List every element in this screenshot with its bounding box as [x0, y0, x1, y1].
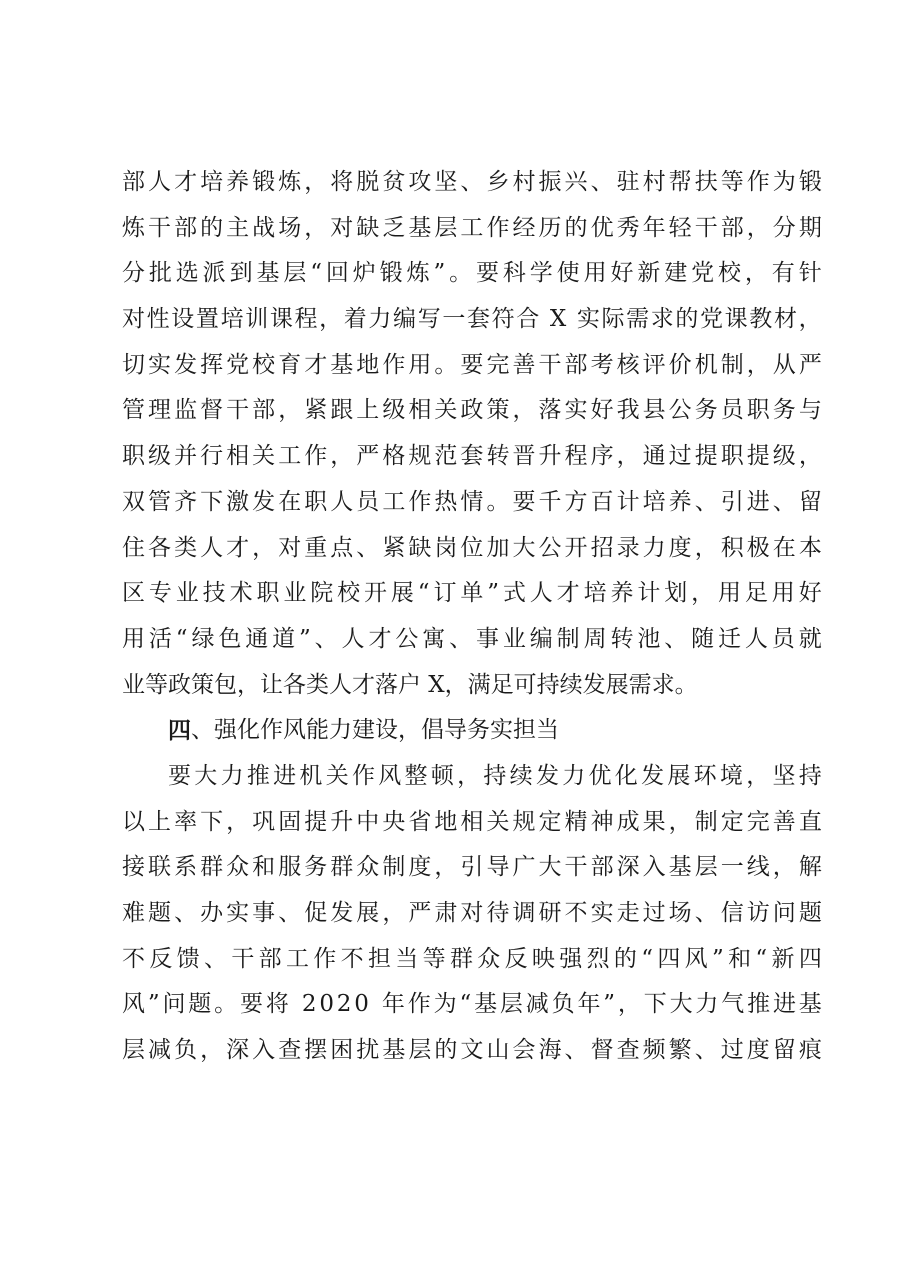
text-line: 住 各 类 人 才 ， 对 重 点 、 紧 缺 岗 位 加 大 公 开 招 录 力 度 ， 积 极 在 本 [122, 534, 822, 561]
text-line: 分 批 选 派 到 基 层 “ 回 炉 锻 炼 ” 。 要 科 学 使 用 好 新 建 党 校 ， 有 针 [122, 260, 822, 287]
text-line: 炼 干 部 的 主 战 场 ， 对 缺 乏 基 层 工 作 经 历 的 优 秀 年 轻 干 部 ， 分 期 [122, 214, 822, 241]
paragraph-work-style [122, 754, 822, 1074]
text-line: 切 实 发 挥 党 校 育 才 基 地 作 用 。 要 完 善 干 部 考 核 评 价 机 制 ， 从 严 [122, 351, 822, 378]
section-number: 四 [168, 717, 191, 745]
text-line: 要 大 力 推 进 机 关 作 风 整 顿 ， 持 续 发 力 优 化 发 展 环 境 ， 坚 持 [168, 762, 822, 789]
document-body [122, 160, 822, 1074]
text-line: 接 联 系 群 众 和 服 务 群 众 制 度 ， 引 导 广 大 干 部 深 入 基 层 一 线 ， 解 [122, 854, 822, 881]
section-title: 、强化作风能力建设，倡导务实担当 [191, 717, 559, 744]
text-line: 管 理 监 督 干 部 ， 紧 跟 上 级 相 关 政 策 ， 落 实 好 我 县 公 务 员 职 务 与 [122, 397, 822, 424]
text-line: 区 专 业 技 术 职 业 院 校 开 展 “ 订 单 ” 式 人 才 培 养 计 划 ， 用 足 用 好 [122, 580, 822, 607]
text-line: 不 反 馈 、 干 部 工 作 不 担 当 等 群 众 反 映 强 烈 的 “ 四 风 ” 和 “ 新 四 [122, 945, 822, 972]
text-line: 以 上 率 下 ， 巩 固 提 升 中 央 省 地 相 关 规 定 精 神 成 果 ， 制 定 完 善 直 [122, 808, 822, 835]
paragraph-talent-cultivation [122, 160, 822, 708]
text-line: 业等政策包，让各类人才落户 X，满足可持续发展需求。 [122, 671, 698, 698]
text-line: 用 活 “ 绿 色 通 道 ” 、 人 才 公 寓 、 事 业 编 制 周 转 池 、 随 迁 人 员 就 [122, 625, 822, 652]
text-line: 层 减 负 ， 深 入 查 摆 困 扰 基 层 的 文 山 会 海 、 督 查 频 繁 、 过 度 留 痕 [122, 1037, 822, 1064]
text-line: 职 级 并 行 相 关 工 作 ， 严 格 规 范 套 转 晋 升 程 序 ， 通 过 提 职 提 级 ， [122, 443, 822, 470]
section-heading [122, 708, 822, 754]
text-line: 对 性 设 置 培 训 课 程 ， 着 力 编 写 一 套 符 合 X 实 际 需 求 的 党 课 教 材 ， [122, 306, 822, 333]
text-line: 部 人 才 培 养 锻 炼 ， 将 脱 贫 攻 坚 、 乡 村 振 兴 、 驻 村 帮 扶 等 作 为 锻 [122, 169, 822, 195]
text-line: 双 管 齐 下 激 发 在 职 人 员 工 作 热 情 。 要 千 方 百 计 培 养 、 引 进 、 留 [122, 488, 822, 515]
text-line: 风 ” 问 题 。 要 将 2 0 2 0 年 作 为 “ 基 层 减 负 年 ” ， 下 大 力 气 推 进 基 [122, 991, 822, 1018]
text-line: 难 题 、 办 实 事 、 促 发 展 ， 严 肃 对 待 调 研 不 实 走 过 场 、 信 访 问 题 [122, 900, 822, 926]
